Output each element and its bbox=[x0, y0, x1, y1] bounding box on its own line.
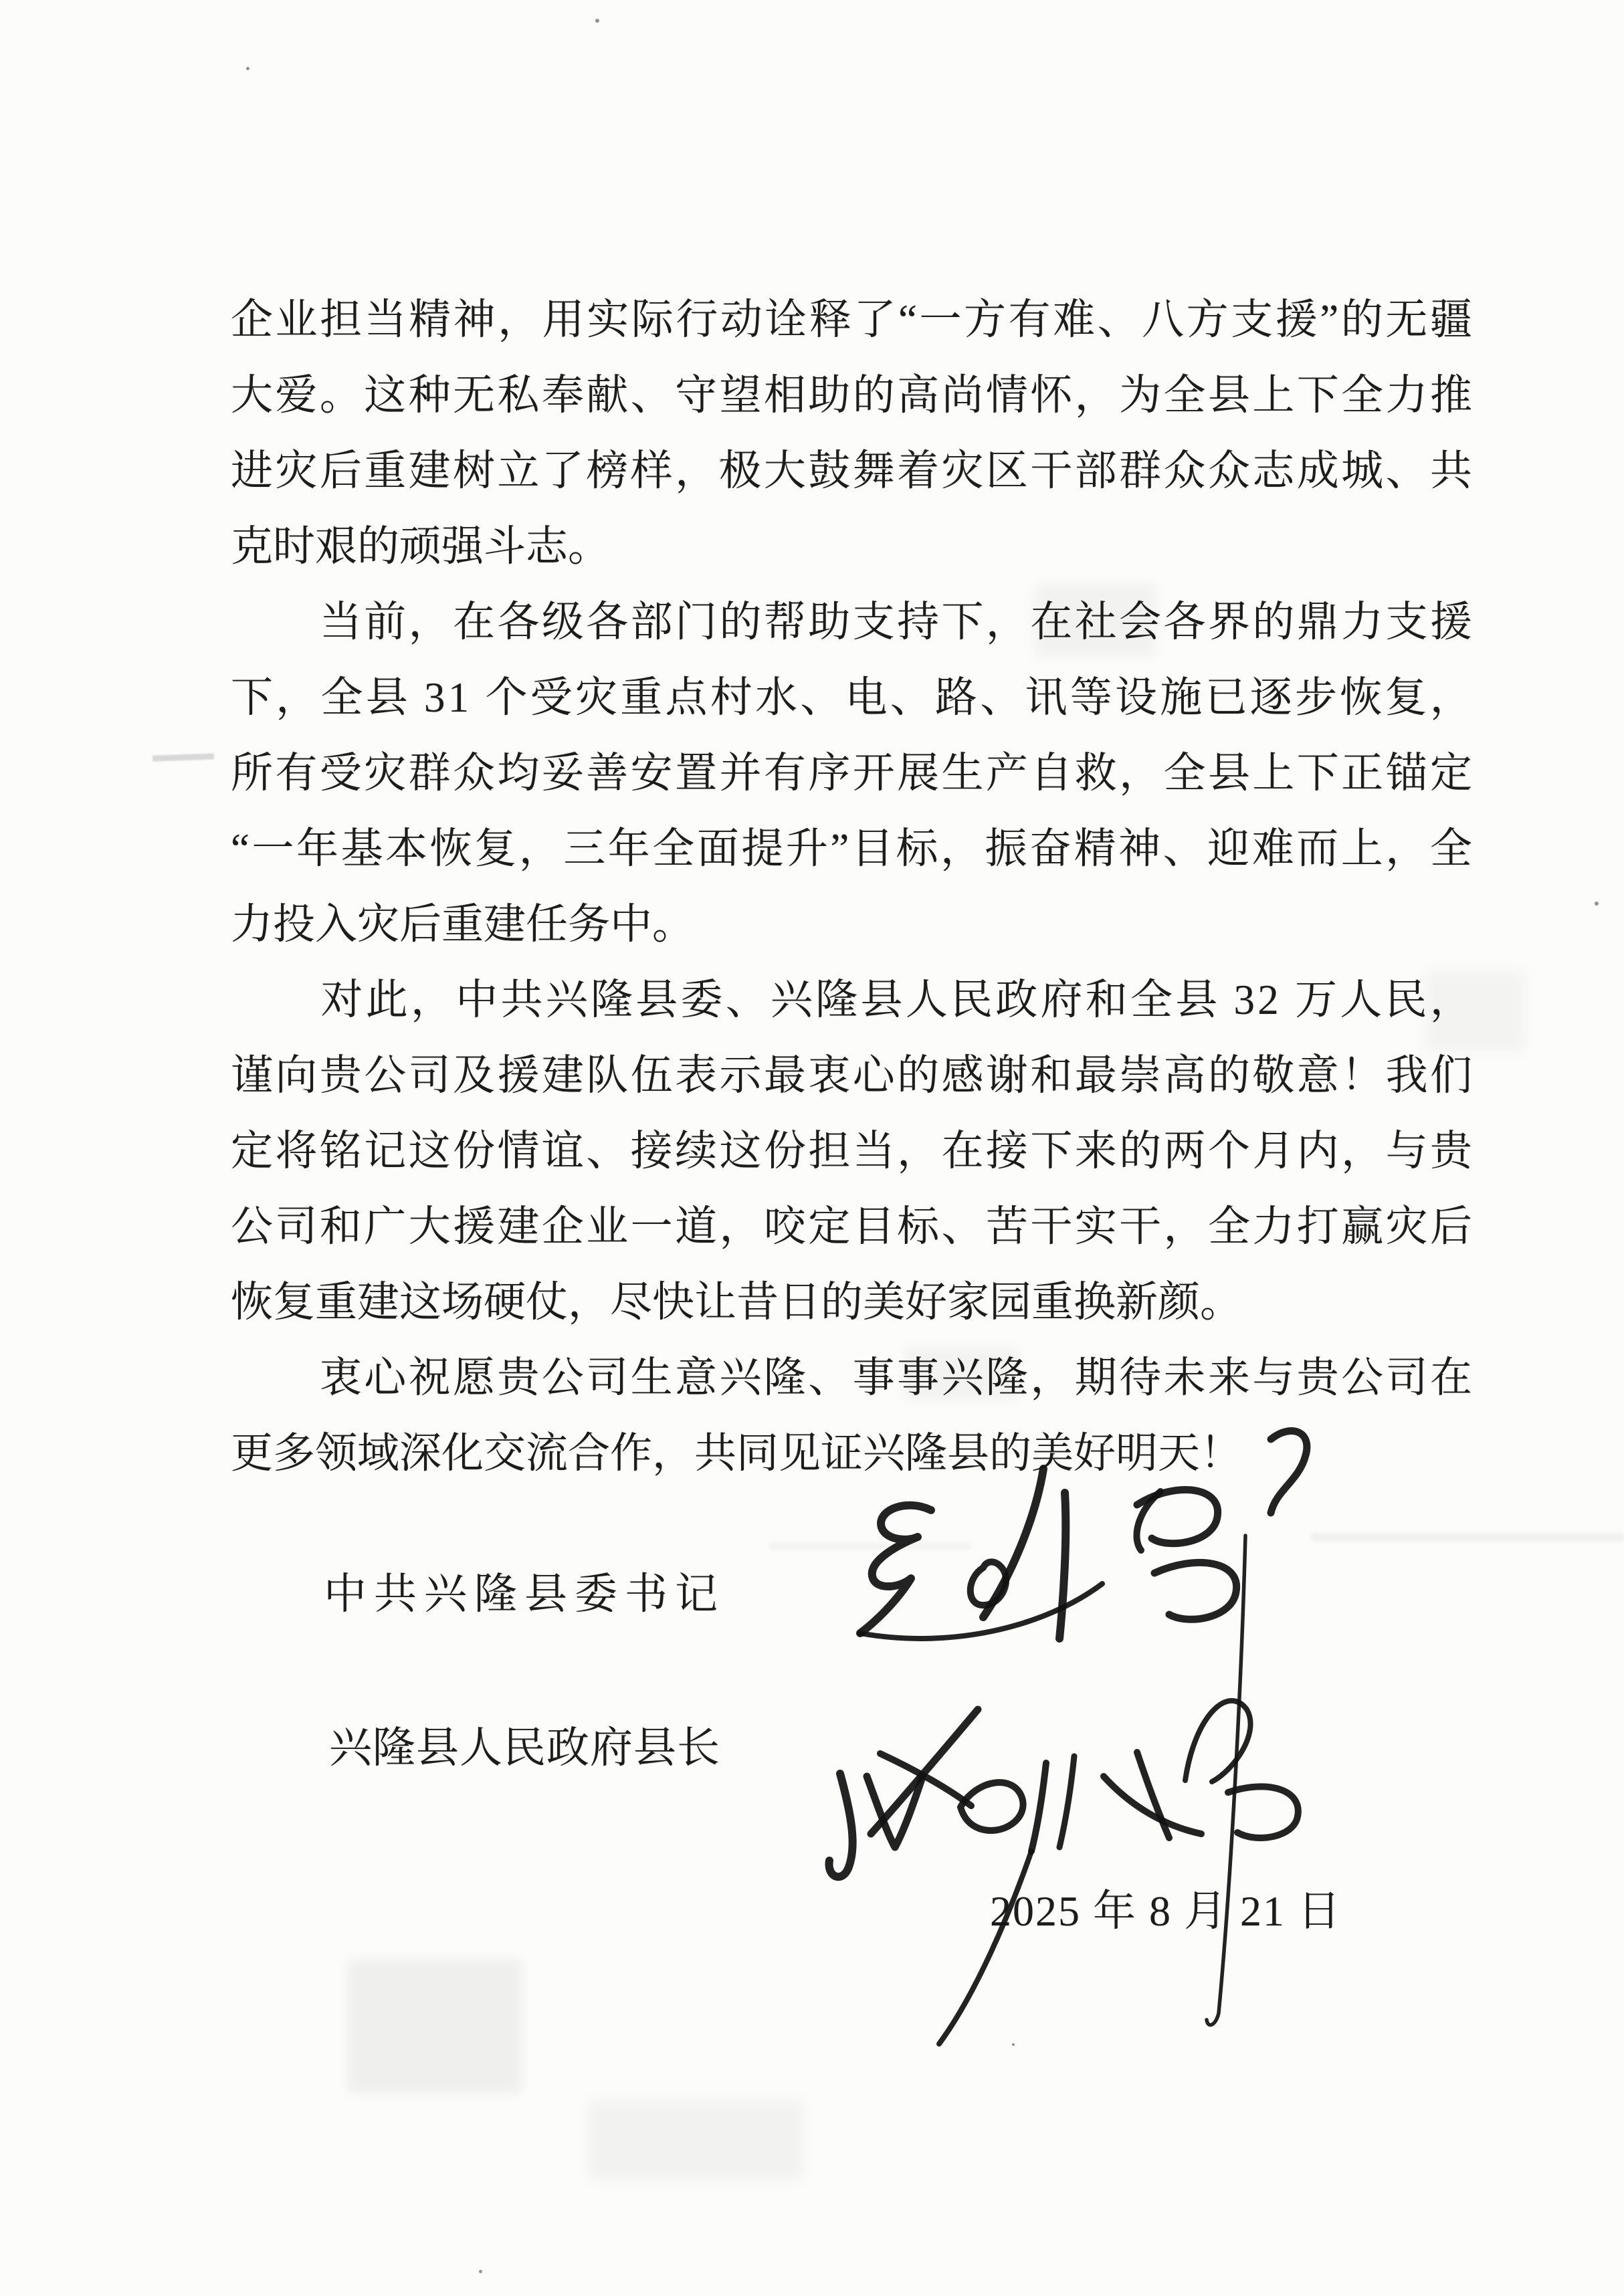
signoff-title-party-secretary: 中共兴隆县委书记 bbox=[324, 1570, 725, 1618]
body-line: 对 此 ， 中 共 兴 隆 县 委 、 兴 隆 县 人 民 政 府 和 全 县 3 2 万 人 民 ， bbox=[320, 976, 1472, 1023]
body-line: 大 爱 。 这 种 无 私 奉 献 、 守 望 相 助 的 高 尚 情 怀 ， 为 全 县 上 下 全 力 推 bbox=[231, 372, 1472, 419]
body-line: 进 灾 后 重 建 树 立 了 榜 样 ， 极 大 鼓 舞 着 灾 区 干 部 群 众 众 志 成 城 、 共 bbox=[231, 447, 1472, 494]
body-line: 更多领域深化交流合作，共同见证兴隆县的美好明天！ bbox=[231, 1430, 1242, 1477]
body-line: 所 有 受 灾 群 众 均 妥 善 安 置 并 有 序 开 展 生 产 自 救 ， 全 县 上 下 正 锚 定 bbox=[231, 750, 1472, 797]
body-line: 企 业 担 当 精 神 ， 用 实 际 行 动 诠 释 了 “ 一 方 有 难 、 八 方 支 援 ” 的 无 疆 bbox=[231, 296, 1472, 343]
body-line: 当 前 ， 在 各 级 各 部 门 的 帮 助 支 持 下 ， 在 社 会 各 界 的 鼎 力 支 援 bbox=[319, 599, 1472, 645]
signoff-date: 2025 年 8 月 21 日 bbox=[990, 1887, 1342, 1935]
body-line: 力投入灾后重建任务中。 bbox=[231, 901, 694, 948]
signature-2-strokes bbox=[829, 1701, 1298, 2044]
body-line: 公 司 和 广 大 援 建 企 业 一 道 ， 咬 定 目 标 、 苦 干 实 干 ， 全 力 打 赢 灾 后 bbox=[231, 1203, 1472, 1250]
body-line: “ 一 年 基 本 恢 复 ， 三 年 全 面 提 升 ” 目 标 ， 振 奋 精 神 、 迎 难 而 上 ， 全 bbox=[231, 825, 1472, 872]
signoff-title-county-mayor: 兴隆县人民政府县长 bbox=[329, 1724, 720, 1772]
body-line: 克时艰的顽强斗志。 bbox=[231, 523, 610, 570]
body-line: 定 将 铭 记 这 份 情 谊 、 接 续 这 份 担 当 ， 在 接 下 来 的 两 个 月 内 ， 与 贵 bbox=[231, 1128, 1472, 1174]
body-line: 下 ， 全 县 3 1 个 受 灾 重 点 村 水 、 电 、 路 、 讯 等 设 施 已 逐 步 恢 复 ， bbox=[231, 674, 1472, 721]
body-line: 恢复重建这场硬仗，尽快让昔日的美好家园重换新颜。 bbox=[231, 1279, 1242, 1326]
body-line: 谨 向 贵 公 司 及 援 建 队 伍 表 示 最 衷 心 的 感 谢 和 最 崇 高 的 敬 意 ！ 我 们 bbox=[231, 1052, 1472, 1099]
body-line: 衷 心 祝 愿 贵 公 司 生 意 兴 隆 、 事 事 兴 隆 ， 期 待 未 来 与 贵 公 司 在 bbox=[319, 1354, 1472, 1401]
